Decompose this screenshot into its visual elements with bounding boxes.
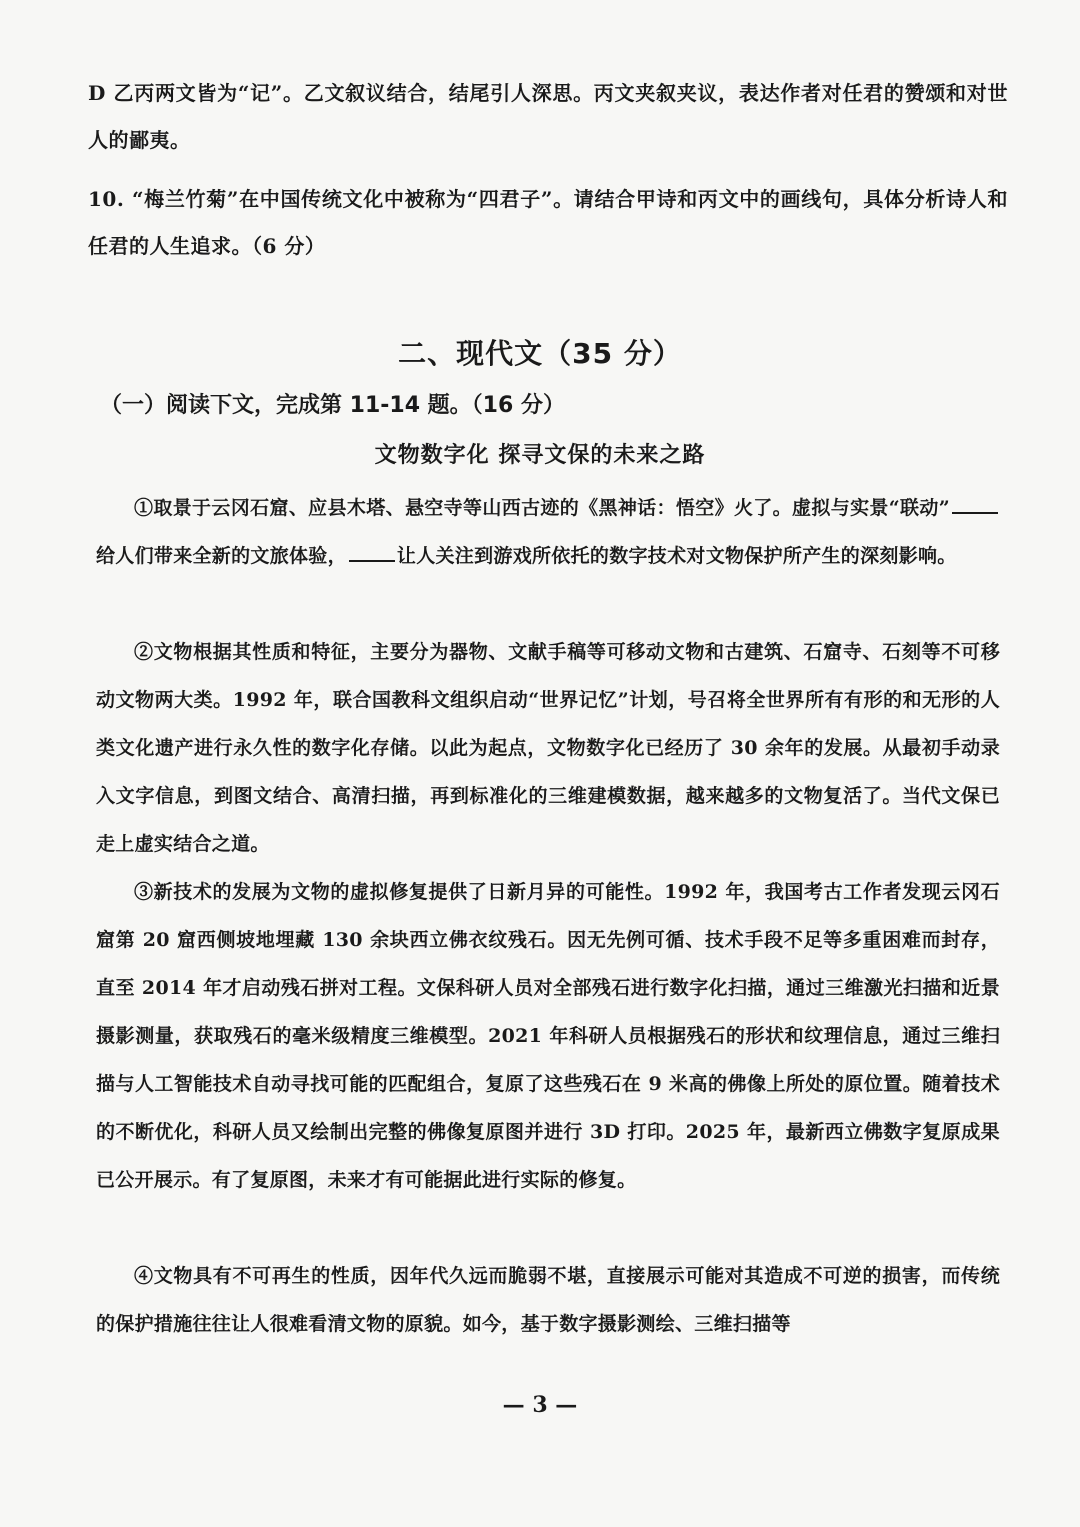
page-number: — 3 —	[502, 1392, 578, 1418]
paragraph-1-part-3: 让人关注到游戏所依托的数字技术对文物保护所产生的深刻影响。	[396, 545, 957, 567]
paragraph-3: ③新技术的发展为文物的虚拟修复提供了日新月异的可能性。1992 年，我国考古工作者发现云冈石窟第 20 窟西侧坡地埋藏 130 余块西立佛衣纹残石。因无先例可循、技术手段不足等多重困难而封存，直至 2014 年才启动残石拼对工程。文保科研人员对全部残石进行数字化扫描，通过三维激光扫描和近景摄影测量，获取残石的毫米级精度三维模型。2021 年科研人员根据残石的形状和纹理信息，通过三维扫描与人工智能技术自动寻找可能的匹配组合，复原了这些残石在 9 米高的佛像上所处的原位置。随着技术的不断优化，科研人员又绘制出完整的佛像复原图并进行 3D 打印。2025 年，最新西立佛数字复原成果已公开展示。有了复原图，未来才有可能据此进行实际的修复。	[96, 881, 1000, 1191]
paragraph-2: ②文物根据其性质和特征，主要分为器物、文献手稿等可移动文物和古建筑、石窟寺、石刻等不可移动文物两大类。1992 年，联合国教科文组织启动“世界记忆”计划，号召将全世界所有有形的和无形的人类文化遗产进行永久性的数字化存储。以此为起点，文物数字化已经历了 30 余年的发展。从最初手动录入文字信息，到图文结合、高清扫描，再到标准化的三维建模数据，越来越多的文物复活了。当代文保已走上虚实结合之道。	[96, 641, 1000, 855]
fill-blank-1	[952, 494, 998, 514]
question-10-text: 10. “梅兰竹菊”在中国传统文化中被称为“四君子”。请结合甲诗和丙文中的画线句，具体分析诗人和任君的人生追求。（6 分）	[88, 187, 1008, 258]
paragraph-1-part-1: ①取景于云冈石窟、应县木塔、悬空寺等山西古迹的《黑神话：悟空》火了。虚拟与实景“联动”	[134, 497, 950, 519]
sub-heading: （一）阅读下文，完成第 11-14 题。（16 分）	[100, 393, 565, 418]
option-d-text: D 乙丙两文皆为“记”。乙文叙议结合，结尾引人深思。丙文夹叙夹议，表达作者对任君的赞颂和对世人的鄙夷。	[88, 81, 1008, 152]
fill-blank-2	[349, 542, 395, 562]
article-title: 文物数字化 探寻文保的未来之路	[374, 442, 706, 468]
paragraph-1	[96, 484, 1000, 580]
section-title: 二、现代文（35 分）	[398, 337, 682, 370]
paragraph-1-part-2: 给人们带来全新的文旅体验，	[96, 545, 347, 567]
paragraph-4: ④文物具有不可再生的性质，因年代久远而脆弱不堪，直接展示可能对其造成不可逆的损害，而传统的保护措施往往让人很难看清文物的原貌。如今，基于数字摄影测绘、三维扫描等	[96, 1265, 1000, 1335]
